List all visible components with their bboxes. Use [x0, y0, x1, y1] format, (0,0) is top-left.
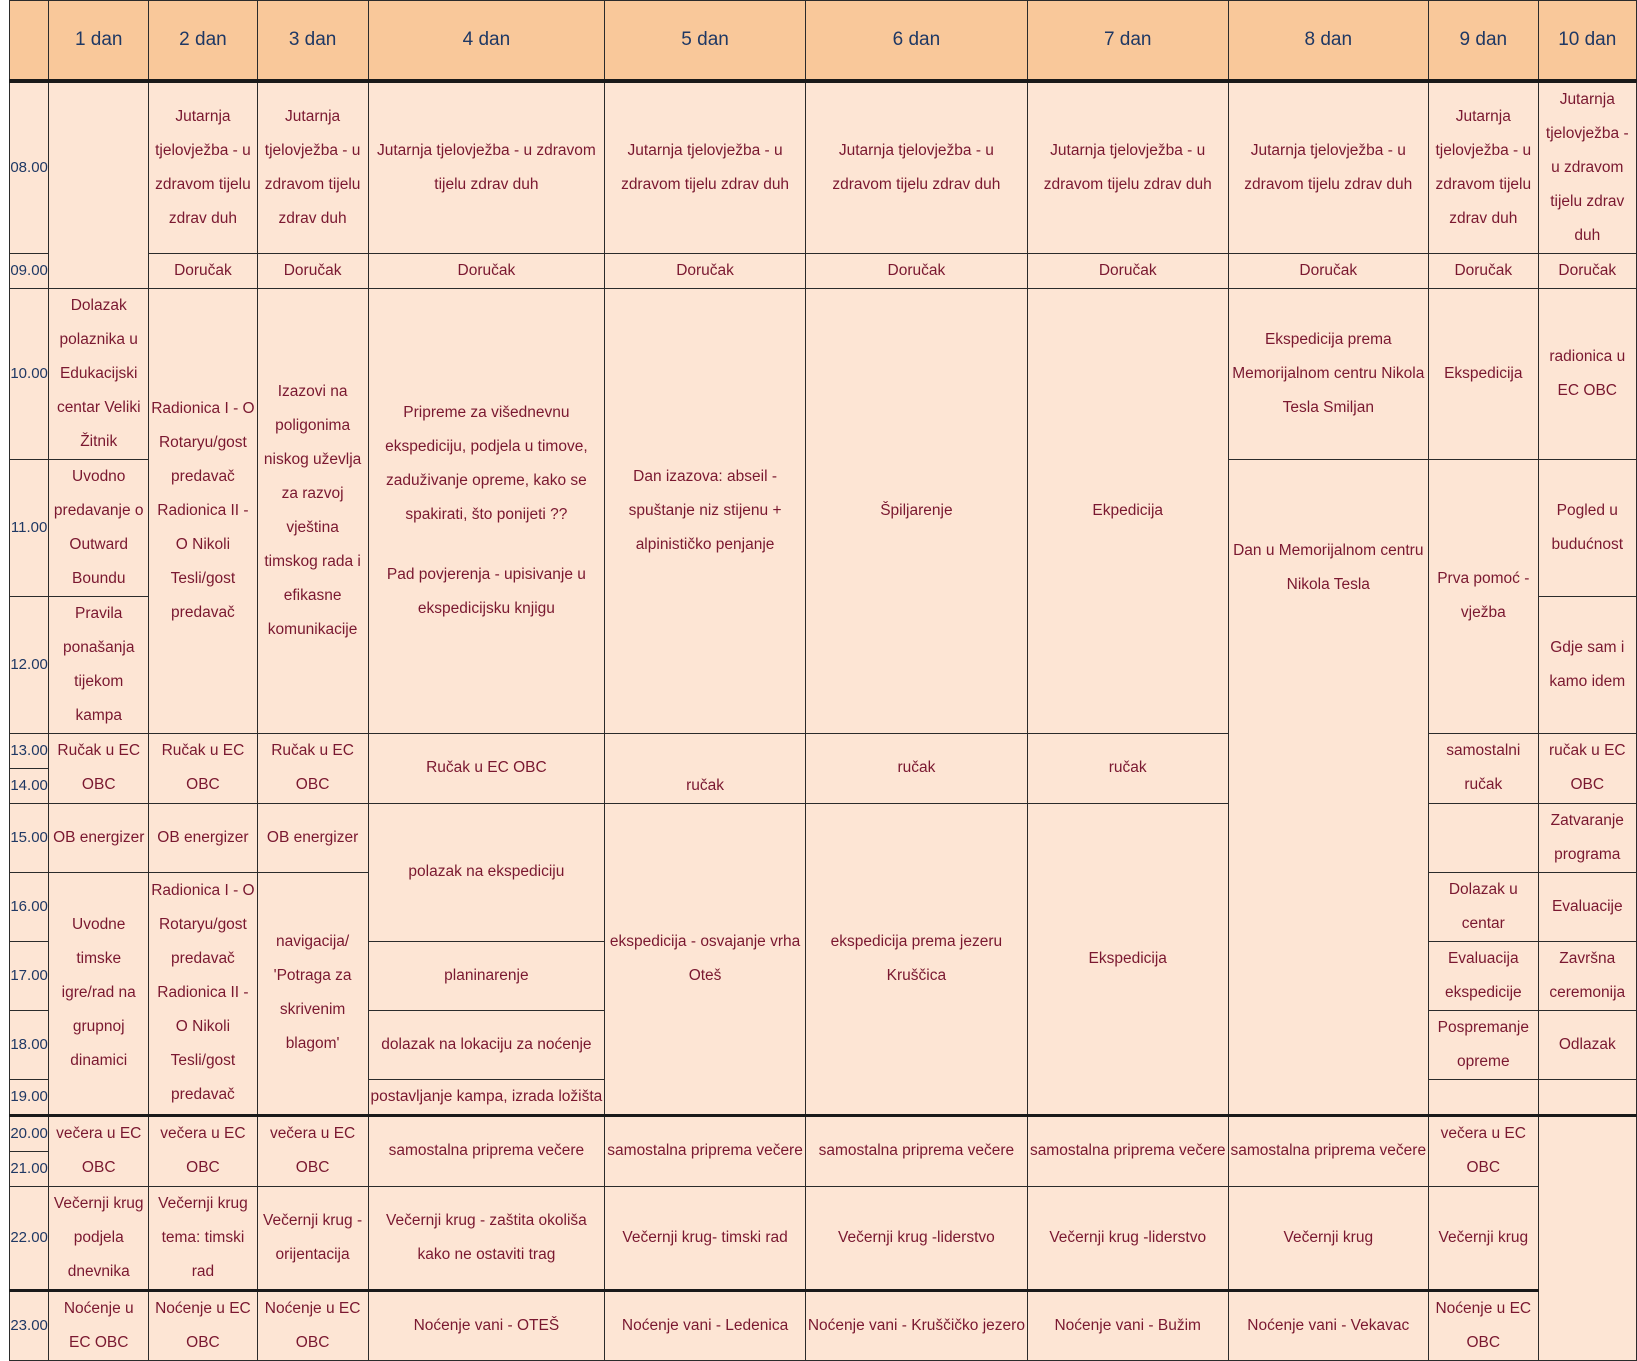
time-label: 20.00: [10, 1115, 49, 1151]
schedule-cell: Jutarnja tjelovježba - u zdravom tijelu zdrav duh: [805, 81, 1027, 254]
schedule-cell: Ručak u EC OBC: [49, 733, 149, 803]
schedule-cell: Noćenje vani - Ledenica: [605, 1290, 806, 1360]
schedule-cell: samostalni ručak: [1429, 733, 1538, 803]
schedule-cell: Doručak: [605, 253, 806, 288]
time-label: 21.00: [10, 1151, 49, 1186]
schedule-cell: Doručak: [149, 253, 257, 288]
schedule-cell: samostalna priprema večere: [605, 1115, 806, 1186]
schedule-cell: večera u EC OBC: [1429, 1115, 1538, 1186]
schedule-cell: Jutarnja tjelovježba - u zdravom tijelu zdrav duh: [257, 81, 368, 254]
schedule-cell: samostalna priprema večere: [1027, 1115, 1228, 1186]
schedule-cell: ručak u EC OBC: [1538, 733, 1636, 803]
schedule-cell: OB energizer: [257, 803, 368, 872]
schedule-cell: Večernji krug podjela dnevnika: [49, 1186, 149, 1290]
schedule-cell: dolazak na lokaciju za noćenje: [368, 1010, 605, 1079]
schedule-cell: Večernji krug - orijentacija: [257, 1186, 368, 1290]
schedule-cell: Noćenje u EC OBC: [149, 1290, 257, 1360]
schedule-cell: Završna ceremonija: [1538, 941, 1636, 1010]
time-label: 23.00: [10, 1290, 49, 1360]
schedule-cell: Večernji krug tema: timski rad: [149, 1186, 257, 1290]
time-label: 10.00: [10, 288, 49, 459]
day-header: 3 dan: [257, 1, 368, 81]
schedule-cell: Ručak u EC OBC: [149, 733, 257, 803]
schedule-cell: večera u EC OBC: [257, 1115, 368, 1186]
corner-cell: [10, 1, 49, 81]
schedule-cell: Doručak: [368, 253, 605, 288]
schedule-cell: Večernji krug - zaštita okoliša kako ne ostaviti trag: [368, 1186, 605, 1290]
empty-cell: [1429, 803, 1538, 872]
schedule-cell: Gdje sam i kamo idem: [1538, 596, 1636, 733]
schedule-cell: Doručak: [1228, 253, 1429, 288]
schedule-cell: Doručak: [1538, 253, 1636, 288]
schedule-cell: Zatvaranje programa: [1538, 803, 1636, 872]
schedule-cell: Pravila ponašanja tijekom kampa: [49, 596, 149, 733]
schedule-cell: Jutarnja tjelovježba - u zdravom tijelu zdrav duh: [1538, 81, 1636, 254]
schedule-cell-text: Pad povjerenja - upisivanje u ekspedicijsku knjigu: [386, 565, 586, 617]
schedule-cell: Jutarnja tjelovježba - u zdravom tijelu zdrav duh: [1228, 81, 1429, 254]
schedule-cell: Večernji krug -liderstvo: [1027, 1186, 1228, 1290]
schedule-cell: Evaluacija ekspedicije: [1429, 941, 1538, 1010]
schedule-cell: ručak: [605, 733, 806, 803]
schedule-cell: Noćenje u EC OBC: [49, 1290, 149, 1360]
schedule-cell: Uvodne timske igre/rad na grupnoj dinamici: [49, 872, 149, 1115]
schedule-cell: ručak: [805, 733, 1027, 803]
schedule-cell: Pospremanje opreme: [1429, 1010, 1538, 1079]
schedule-cell: Pogled u budućnost: [1538, 459, 1636, 596]
schedule-table: [9, 0, 1637, 1361]
empty-cell: [49, 81, 149, 289]
schedule-cell: Prva pomoć -vježba: [1429, 459, 1538, 733]
schedule-cell: ekspedicija prema jezeru Kruščica: [805, 803, 1027, 1115]
schedule-cell: [368, 288, 605, 733]
schedule-cell: ručak: [1027, 733, 1228, 803]
schedule-cell: Noćenje vani - Bužim: [1027, 1290, 1228, 1360]
day-header: 7 dan: [1027, 1, 1228, 81]
schedule-cell: Noćenje vani - Vekavac: [1228, 1290, 1429, 1360]
schedule-cell: Dolazak polaznika u Edukacijski centar Veliki Žitnik: [49, 288, 149, 459]
schedule-cell: ekspedicija - osvajanje vrha Oteš: [605, 803, 806, 1115]
schedule-cell: Noćenje vani - OTEŠ: [368, 1290, 605, 1360]
schedule-cell: Radionica I - O Rotaryu/gost predavač Radionica II - O Nikoli Tesli/gost predavač: [149, 872, 257, 1115]
schedule-cell: Noćenje u EC OBC: [1429, 1290, 1538, 1360]
day-header: 10 dan: [1538, 1, 1636, 81]
time-label: 14.00: [10, 768, 49, 803]
schedule-cell: samostalna priprema večere: [805, 1115, 1027, 1186]
schedule-cell: Izazovi na poligonima niskog uževlja za razvoj vještina timskog rada i efikasne komunikacije: [257, 288, 368, 733]
time-label: 11.00: [10, 459, 49, 596]
time-label: 13.00: [10, 733, 49, 768]
time-label: 15.00: [10, 803, 49, 872]
schedule-cell: Doručak: [805, 253, 1027, 288]
empty-cell: [1538, 1115, 1636, 1360]
day-header: 5 dan: [605, 1, 806, 81]
time-label: 18.00: [10, 1010, 49, 1079]
schedule-cell: Dolazak u centar: [1429, 872, 1538, 941]
schedule-cell: Doručak: [1027, 253, 1228, 288]
schedule-cell: Jutarnja tjelovježba - u zdravom tijelu zdrav duh: [1027, 81, 1228, 254]
schedule-cell: planinarenje: [368, 941, 605, 1010]
schedule-cell: Evaluacije: [1538, 872, 1636, 941]
schedule-cell: Dan izazova: abseil - spuštanje niz stijenu + alpinističko penjanje: [605, 288, 806, 733]
schedule-cell: Večernji krug: [1429, 1186, 1538, 1290]
schedule-cell: večera u EC OBC: [149, 1115, 257, 1186]
day-header: 2 dan: [149, 1, 257, 81]
schedule-cell: navigacija/ 'Potraga za skrivenim blagom': [257, 872, 368, 1115]
schedule-cell: postavljanje kampa, izrada ložišta: [368, 1079, 605, 1115]
time-label: 16.00: [10, 872, 49, 941]
schedule-cell: Ekspedicija: [1429, 288, 1538, 459]
schedule-cell: Doručak: [1429, 253, 1538, 288]
schedule-cell: Radionica I - O Rotaryu/gost predavač Radionica II - O Nikoli Tesli/gost predavač: [149, 288, 257, 733]
time-label: 22.00: [10, 1186, 49, 1290]
schedule-cell: OB energizer: [149, 803, 257, 872]
schedule-cell: večera u EC OBC: [49, 1115, 149, 1186]
time-label: 17.00: [10, 941, 49, 1010]
schedule-cell: samostalna priprema večere: [1228, 1115, 1429, 1186]
schedule-cell: OB energizer: [49, 803, 149, 872]
schedule-cell: Odlazak: [1538, 1010, 1636, 1079]
time-label: 08.00: [10, 81, 49, 254]
schedule-cell: Večernji krug: [1228, 1186, 1429, 1290]
schedule-cell: Ručak u EC OBC: [257, 733, 368, 803]
day-header: 9 dan: [1429, 1, 1538, 81]
time-label: 12.00: [10, 596, 49, 733]
schedule-cell: Ekspedicija: [1027, 803, 1228, 1115]
day-header: 4 dan: [368, 1, 605, 81]
schedule-cell: Ekpedicija: [1027, 288, 1228, 733]
time-label: 09.00: [10, 253, 49, 288]
schedule-cell: Špiljarenje: [805, 288, 1027, 733]
day-header: 6 dan: [805, 1, 1027, 81]
schedule-cell: Večernji krug- timski rad: [605, 1186, 806, 1290]
schedule-cell: Večernji krug -liderstvo: [805, 1186, 1027, 1290]
schedule-cell: Jutarnja tjelovježba - u zdravom tijelu zdrav duh: [149, 81, 257, 254]
schedule-cell: Uvodno predavanje o Outward Boundu: [49, 459, 149, 596]
schedule-cell: Noćenje vani - Kruščičko jezero: [805, 1290, 1027, 1360]
schedule-cell-text: Pripreme za višednevnu ekspediciju, podjela u timove, zaduživanje opreme, kako se spakirati, što ponijeti ??: [385, 403, 588, 523]
schedule-cell: samostalna priprema večere: [368, 1115, 605, 1186]
schedule-cell: Noćenje u EC OBC: [257, 1290, 368, 1360]
empty-cell: [1429, 1079, 1538, 1115]
schedule-cell: Jutarnja tjelovježba - u zdravom tijelu zdrav duh: [368, 81, 605, 254]
schedule-cell: Doručak: [257, 253, 368, 288]
schedule-cell: Ekspedicija prema Memorijalnom centru Nikola Tesla Smiljan: [1228, 288, 1429, 459]
time-label: 19.00: [10, 1079, 49, 1115]
schedule-cell: Jutarnja tjelovježba - u zdravom tijelu zdrav duh: [1429, 81, 1538, 254]
empty-cell: [1538, 1079, 1636, 1115]
schedule-cell: Dan u Memorijalnom centru Nikola Tesla: [1228, 459, 1429, 1115]
schedule-cell: Jutarnja tjelovježba - u zdravom tijelu zdrav duh: [605, 81, 806, 254]
day-header: 8 dan: [1228, 1, 1429, 81]
schedule-cell: polazak na ekspediciju: [368, 803, 605, 941]
schedule-cell: Ručak u EC OBC: [368, 733, 605, 803]
schedule-cell: radionica u EC OBC: [1538, 288, 1636, 459]
day-header: 1 dan: [49, 1, 149, 81]
